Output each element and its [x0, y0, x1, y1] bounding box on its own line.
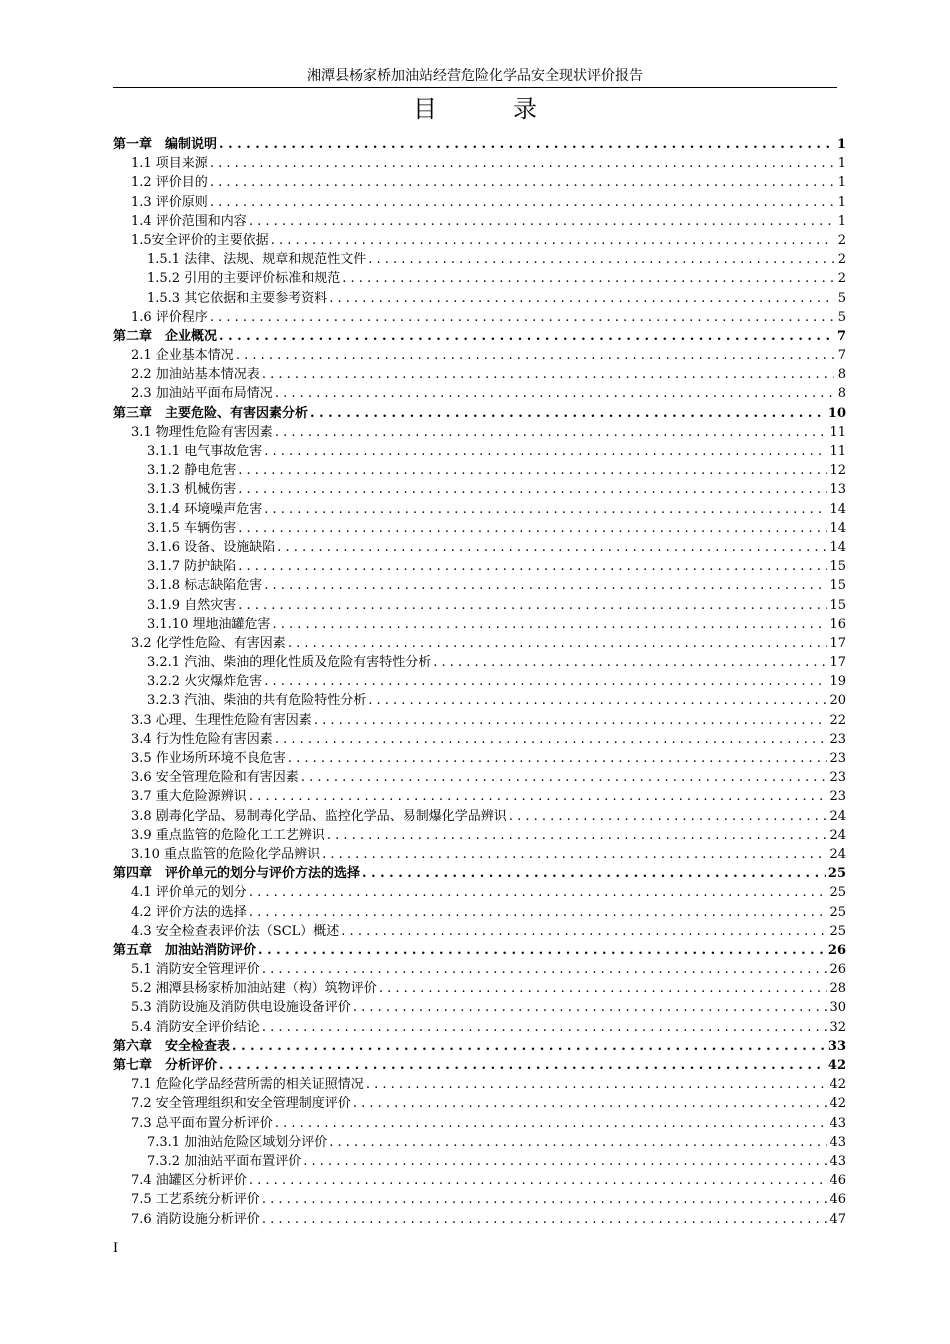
toc-entry-title: 第七章 分析评价 — [113, 1058, 218, 1073]
toc-entry-title: 2.1 企业基本情况 — [131, 348, 234, 364]
toc-entry-title: 3.6 安全管理危险和有害因素 — [131, 770, 299, 786]
toc-entry[interactable] — [113, 826, 846, 845]
toc-entry[interactable] — [113, 1171, 846, 1190]
toc-entry-title: 2.3 加油站平面布局情况 — [131, 386, 273, 402]
toc-entry-title: 3.1.6 设备、设施缺陷 — [147, 539, 276, 555]
toc-leader-dots — [275, 1114, 828, 1133]
toc-entry-page: 23 — [829, 751, 846, 766]
toc-entry-page: 15 — [829, 559, 846, 575]
toc-entry[interactable] — [113, 979, 846, 998]
toc-leader-dots — [249, 903, 828, 922]
toc-leader-dots — [362, 864, 826, 883]
toc-leader-dots — [249, 883, 828, 902]
toc-entry-title: 3.7 重大危险源辨识 — [131, 789, 247, 805]
toc-leader-dots — [238, 519, 827, 538]
toc-leader-dots — [210, 308, 834, 327]
toc-entry-page: 1 — [836, 137, 846, 152]
toc-entry[interactable] — [113, 538, 846, 557]
toc-leader-dots — [329, 289, 834, 308]
toc-leader-dots — [310, 404, 826, 423]
toc-entry[interactable] — [113, 1037, 846, 1056]
toc-entry[interactable] — [113, 193, 846, 212]
toc-entry[interactable] — [113, 519, 846, 538]
toc-entry-title: 3.1.5 车辆伤害 — [147, 520, 237, 536]
toc-entry-page: 25 — [827, 866, 846, 882]
toc-leader-dots — [238, 596, 827, 615]
toc-entry-page: 1 — [837, 194, 846, 210]
toc-leader-dots — [264, 442, 827, 461]
toc-entry-page: 24 — [829, 827, 846, 843]
toc-entry-page: 25 — [829, 923, 846, 939]
toc-entry-page: 8 — [837, 386, 846, 402]
toc-entry-page: 33 — [827, 1038, 846, 1054]
toc-entry-title: 7.3.2 加油站平面布置评价 — [147, 1153, 302, 1169]
toc-entry-title: 1.1 项目来源 — [131, 156, 208, 172]
toc-leader-dots — [275, 384, 834, 403]
toc-entry[interactable] — [113, 1075, 846, 1094]
toc-entry-title: 4.1 评价单元的划分 — [131, 885, 247, 901]
toc-entry-title: 3.9 重点监管的危险化工工艺辨识 — [131, 827, 325, 843]
toc-leader-dots — [342, 269, 834, 288]
toc-entry-title: 第二章 企业概况 — [113, 328, 218, 344]
toc-entry-page: 25 — [829, 904, 846, 920]
toc-entry-page: 1 — [837, 175, 846, 191]
toc-entry-page: 1 — [837, 156, 846, 172]
toc-entry-title: 1.6 评价程序 — [131, 309, 208, 325]
toc-entry-title: 1.5.2 引用的主要评价标准和规范 — [147, 271, 341, 287]
toc-entry-page: 42 — [829, 1077, 846, 1093]
toc-entry[interactable] — [113, 1133, 846, 1152]
toc-entry[interactable] — [113, 864, 846, 883]
toc-leader-dots — [322, 845, 827, 864]
toc-leader-dots — [238, 480, 827, 499]
toc-leader-dots — [341, 922, 827, 941]
toc-entry[interactable] — [113, 308, 846, 327]
toc-entry[interactable] — [113, 1114, 846, 1133]
toc-entry-page: 24 — [829, 846, 846, 862]
toc-entry[interactable] — [113, 461, 846, 480]
toc-leader-dots — [238, 461, 827, 480]
toc-leader-dots — [249, 1171, 828, 1190]
toc-leader-dots — [264, 576, 827, 595]
toc-entry[interactable] — [113, 404, 846, 423]
toc-leader-dots — [238, 557, 827, 576]
toc-entry[interactable] — [113, 384, 846, 403]
toc-entry[interactable] — [113, 807, 846, 826]
toc-entry[interactable] — [113, 730, 846, 749]
toc-leader-dots — [249, 212, 834, 231]
toc-entry-page: 14 — [829, 539, 846, 555]
toc-entry[interactable] — [113, 903, 846, 922]
toc-entry-page: 11 — [829, 424, 846, 440]
toc-entry-title: 7.6 消防设施分析评价 — [131, 1211, 260, 1227]
toc-entry-title: 3.1.3 机械伤害 — [147, 482, 237, 498]
toc-entry-page: 17 — [829, 655, 846, 671]
toc-leader-dots — [210, 173, 834, 192]
toc-entry-title: 3.3 心理、生理性危险有害因素 — [131, 712, 312, 728]
toc-entry-page: 2 — [837, 232, 846, 248]
toc-entry-title: 第四章 评价单元的划分与评价方法的选择 — [113, 866, 361, 882]
toc-entry-page: 5 — [837, 309, 846, 325]
toc-entry-title: 1.5.3 其它依据和主要参考资料 — [147, 290, 328, 306]
toc-entry[interactable] — [113, 212, 846, 231]
toc-entry-page: 43 — [829, 1153, 846, 1169]
toc-entry[interactable] — [113, 327, 846, 346]
toc-entry-title: 3.2.2 火灾爆炸危害 — [147, 674, 263, 690]
toc-entry[interactable] — [113, 768, 846, 787]
toc-entry[interactable] — [113, 500, 846, 519]
toc-leader-dots — [219, 1056, 826, 1075]
toc-leader-dots — [288, 634, 828, 653]
toc-entry-title: 4.3 安全检查表评价法（SCL）概述 — [131, 923, 340, 939]
toc-entry[interactable] — [113, 998, 846, 1017]
toc-entry-page: 13 — [829, 482, 846, 498]
page-number: I — [113, 1240, 118, 1256]
toc-leader-dots — [271, 231, 834, 250]
toc-leader-dots — [314, 711, 828, 730]
toc-leader-dots — [272, 615, 827, 634]
toc-entry[interactable] — [113, 1152, 846, 1171]
header-rule — [113, 87, 837, 88]
toc-entry[interactable] — [113, 1094, 846, 1113]
toc-entry[interactable] — [113, 173, 846, 192]
toc-entry[interactable] — [113, 941, 846, 960]
toc-entry[interactable] — [113, 269, 846, 288]
toc-entry-title: 3.4 行为性危险有害因素 — [131, 731, 273, 747]
toc-leader-dots — [219, 135, 834, 154]
toc-entry-page: 7 — [837, 348, 846, 364]
toc-entry-title: 5.3 消防设施及消防供电设施设备评价 — [131, 1000, 351, 1016]
toc-entry-title: 3.8 剧毒化学品、易制毒化学品、监控化学品、易制爆化学品辨识 — [131, 808, 507, 824]
toc-entry[interactable] — [113, 423, 846, 442]
toc-leader-dots — [262, 1018, 828, 1037]
toc-entry[interactable] — [113, 231, 846, 250]
toc-entry-title: 1.2 评价目的 — [131, 175, 208, 191]
toc-entry[interactable] — [113, 691, 846, 710]
toc-entry-title: 1.3 评价原则 — [131, 194, 208, 210]
toc-leader-dots — [262, 1210, 828, 1229]
toc-entry-page: 42 — [827, 1058, 846, 1073]
toc-entry-title: 4.2 评价方法的选择 — [131, 904, 247, 920]
toc-leader-dots — [262, 960, 828, 979]
toc-entry[interactable] — [113, 154, 846, 173]
toc-entry[interactable] — [113, 653, 846, 672]
toc-entry[interactable] — [113, 365, 846, 384]
toc-entry-page: 15 — [829, 578, 846, 594]
toc-entry-page: 26 — [827, 942, 846, 958]
toc-entry-title: 3.1.7 防护缺陷 — [147, 559, 237, 575]
toc-entry-page: 43 — [829, 1115, 846, 1131]
toc-entry-page: 47 — [829, 1211, 846, 1227]
toc-entry[interactable] — [113, 442, 846, 461]
toc-entry-page: 43 — [829, 1134, 846, 1150]
toc-entry-title: 3.1.9 自然灾害 — [147, 597, 237, 613]
toc-entry-page: 24 — [829, 808, 846, 824]
toc-entry[interactable] — [113, 1210, 846, 1229]
toc-leader-dots — [275, 423, 828, 442]
toc-entry-title: 5.2 湘潭县杨家桥加油站建（构）筑物评价 — [131, 981, 377, 997]
toc-entry[interactable] — [113, 480, 846, 499]
toc-entry[interactable] — [113, 557, 846, 576]
toc-entry-title: 3.10 重点监管的危险化学品辨识 — [131, 846, 321, 862]
toc-leader-dots — [264, 500, 827, 519]
toc-entry-page: 42 — [829, 1096, 846, 1112]
toc-entry-page: 20 — [829, 693, 846, 709]
toc-leader-dots — [249, 787, 828, 806]
toc-leader-dots — [264, 672, 827, 691]
toc-entry[interactable] — [113, 289, 846, 308]
toc-entry-title: 5.4 消防安全评价结论 — [131, 1019, 260, 1035]
toc-entry-title: 3.1.10 埋地油罐危害 — [147, 616, 271, 632]
toc-entry-title: 3.1.4 环境噪声危害 — [147, 501, 263, 517]
toc-entry-title: 3.2.1 汽油、柴油的理化性质及危险有害特性分析 — [147, 655, 432, 671]
toc-entry-title: 3.1 物理性危险有害因素 — [131, 424, 273, 440]
toc-entry-page: 23 — [829, 770, 846, 786]
toc-entry-title: 第一章 编制说明 — [113, 137, 218, 152]
toc-entry-title: 5.1 消防安全管理评价 — [131, 962, 260, 978]
toc-entry[interactable] — [113, 1018, 846, 1037]
toc-leader-dots — [232, 1037, 826, 1056]
toc-entry-title: 3.2 化学性危险、有害因素 — [131, 635, 286, 651]
toc-entry-page: 22 — [829, 712, 846, 728]
toc-entry-title: 2.2 加油站基本情况表 — [131, 367, 260, 383]
toc-entry-title: 第三章 主要危险、有害因素分析 — [113, 405, 309, 421]
toc-entry-page: 30 — [829, 1000, 846, 1016]
toc-leader-dots — [366, 1075, 828, 1094]
toc-entry[interactable] — [113, 672, 846, 691]
toc-entry-page: 16 — [829, 616, 846, 632]
toc-entry[interactable] — [113, 1190, 846, 1209]
toc-entry-title: 1.4 评价范围和内容 — [131, 213, 247, 229]
toc-leader-dots — [327, 826, 828, 845]
toc-entry[interactable] — [113, 960, 846, 979]
toc-entry-page: 46 — [829, 1192, 846, 1208]
toc-entry[interactable] — [113, 576, 846, 595]
toc-leader-dots — [353, 1094, 828, 1113]
table-of-contents — [113, 135, 846, 1229]
toc-entry-page: 26 — [829, 962, 846, 978]
toc-entry-page: 14 — [829, 520, 846, 536]
toc-entry-page: 32 — [829, 1019, 846, 1035]
toc-entry-page: 14 — [829, 501, 846, 517]
toc-entry-title: 3.1.8 标志缺陷危害 — [147, 578, 263, 594]
toc-leader-dots — [262, 365, 834, 384]
toc-leader-dots — [275, 730, 828, 749]
toc-entry-title: 3.5 作业场所环境不良危害 — [131, 751, 286, 766]
toc-leader-dots — [258, 941, 826, 960]
toc-entry-page: 1 — [837, 213, 846, 229]
toc-entry-title: 7.3.1 加油站危险区域划分评价 — [147, 1134, 328, 1150]
toc-entry[interactable] — [113, 1056, 846, 1075]
toc-leader-dots — [368, 250, 834, 269]
toc-leader-dots — [329, 1133, 827, 1152]
toc-entry-page: 23 — [829, 731, 846, 747]
toc-leader-dots — [277, 538, 827, 557]
toc-entry-title: 7.2 安全管理组织和安全管理制度评价 — [131, 1096, 351, 1112]
toc-entry-title: 3.1.2 静电危害 — [147, 463, 237, 479]
toc-entry[interactable] — [113, 596, 846, 615]
toc-entry-page: 15 — [829, 597, 846, 613]
toc-entry-page: 25 — [829, 885, 846, 901]
toc-entry-page: 11 — [829, 444, 846, 459]
toc-entry-page: 5 — [837, 290, 846, 306]
toc-entry[interactable] — [113, 749, 846, 768]
toc-entry-title: 第六章 安全检查表 — [113, 1038, 231, 1054]
toc-entry[interactable] — [113, 845, 846, 864]
toc-entry-page: 2 — [837, 271, 846, 287]
toc-leader-dots — [368, 691, 827, 710]
toc-leader-dots — [353, 998, 828, 1017]
toc-leader-dots — [509, 807, 828, 826]
toc-entry-title: 7.4 油罐区分析评价 — [131, 1173, 247, 1189]
toc-entry-page: 8 — [837, 367, 846, 383]
toc-entry-page: 17 — [829, 635, 846, 651]
toc-entry-title: 3.1.1 电气事故危害 — [147, 444, 263, 459]
toc-entry-title: 7.3 总平面布置分析评价 — [131, 1115, 273, 1131]
toc-entry-title: 7.5 工艺系统分析评价 — [131, 1192, 260, 1208]
toc-entry-title: 3.2.3 汽油、柴油的共有危险特性分析 — [147, 693, 367, 709]
toc-leader-dots — [433, 653, 827, 672]
toc-entry-title: 1.5安全评价的主要依据 — [131, 232, 269, 248]
toc-entry-page: 12 — [829, 463, 846, 479]
toc-entry[interactable] — [113, 922, 846, 941]
toc-entry-page: 28 — [829, 981, 846, 997]
toc-entry-page: 7 — [836, 328, 846, 344]
toc-leader-dots — [379, 979, 828, 998]
toc-entry-title: 7.1 危险化学品经营所需的相关证照情况 — [131, 1077, 364, 1093]
toc-entry-page: 23 — [829, 789, 846, 805]
running-header: 湘潭县杨家桥加油站经营危险化学品安全现状评价报告 — [307, 68, 643, 84]
toc-leader-dots — [236, 346, 834, 365]
toc-leader-dots — [303, 1152, 827, 1171]
toc-entry[interactable] — [113, 346, 846, 365]
toc-leader-dots — [210, 154, 834, 173]
toc-entry-page: 46 — [829, 1173, 846, 1189]
toc-entry-title: 第五章 加油站消防评价 — [113, 942, 257, 958]
toc-entry[interactable] — [113, 250, 846, 269]
toc-leader-dots — [288, 749, 828, 768]
toc-title: 目 录 — [413, 95, 563, 123]
toc-entry[interactable] — [113, 615, 846, 634]
toc-entry-title: 1.5.1 法律、法规、规章和规范性文件 — [147, 252, 367, 268]
toc-entry[interactable] — [113, 787, 846, 806]
toc-entry-page: 19 — [829, 674, 846, 690]
toc-entry[interactable] — [113, 634, 846, 653]
toc-leader-dots — [219, 327, 834, 346]
toc-leader-dots — [210, 193, 834, 212]
toc-entry[interactable] — [113, 883, 846, 902]
toc-entry-page: 2 — [837, 252, 846, 268]
toc-entry[interactable] — [113, 135, 846, 154]
toc-leader-dots — [262, 1190, 828, 1209]
toc-leader-dots — [301, 768, 828, 787]
toc-entry-page: 10 — [827, 405, 846, 421]
toc-entry[interactable] — [113, 711, 846, 730]
